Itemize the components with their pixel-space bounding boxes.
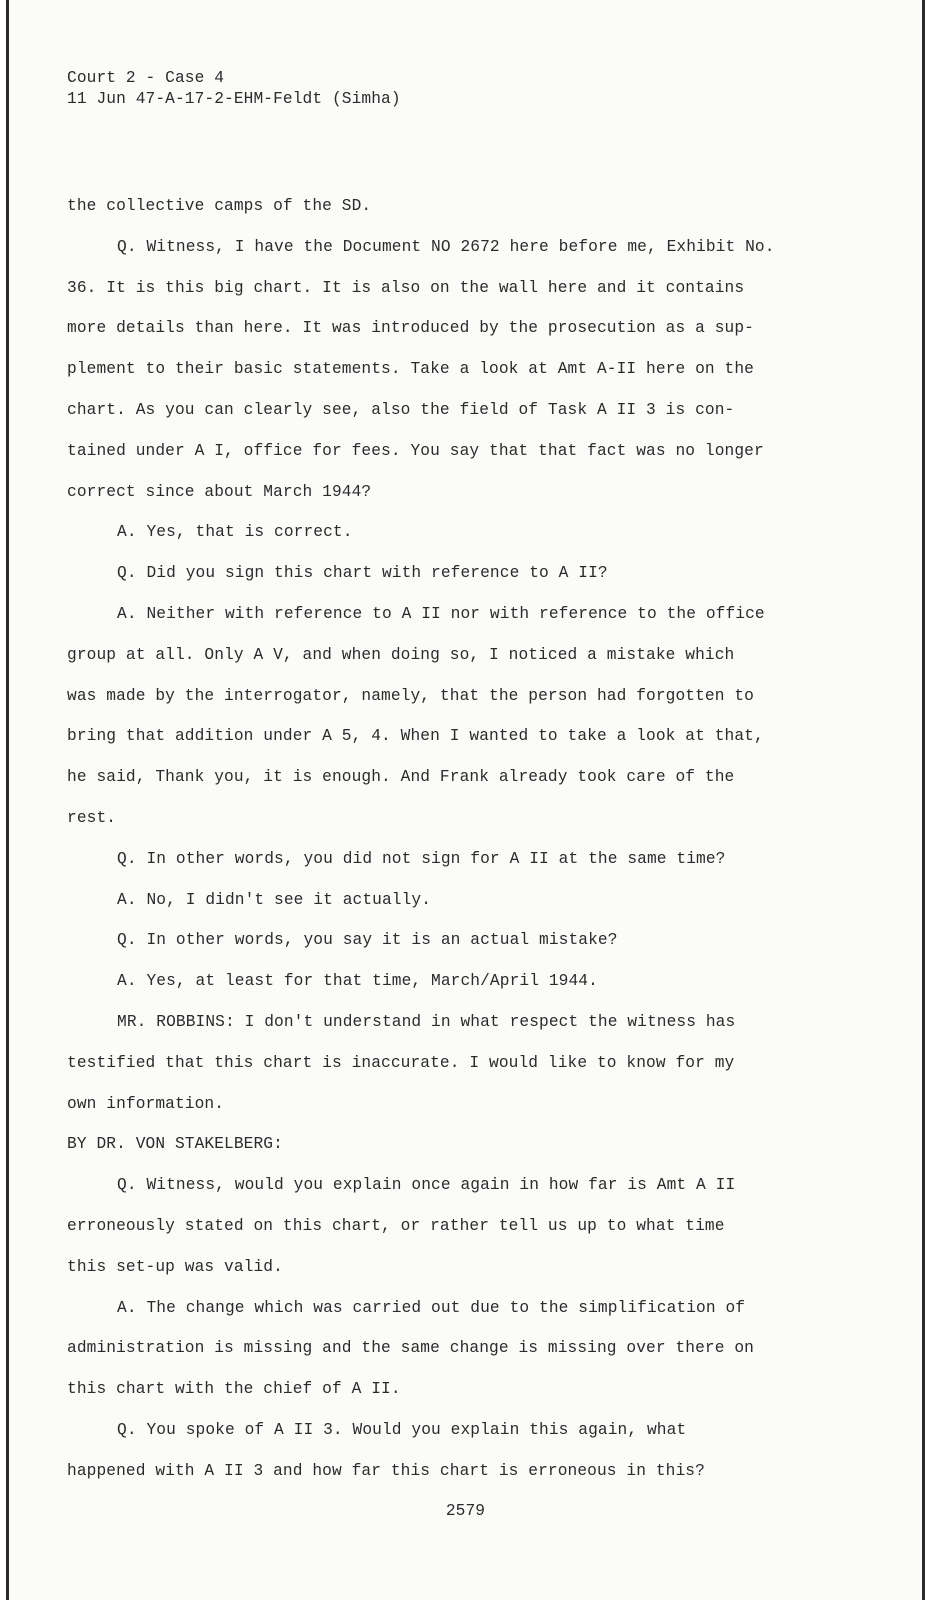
transcript-line: he said, Thank you, it is enough. And Frank already took care of the (67, 768, 735, 787)
transcript-line: group at all. Only A V, and when doing so, I noticed a mistake which (67, 645, 735, 664)
transcript-line: Q. In other words, you did not sign for A II at the same time? (117, 849, 726, 868)
transcript-line: the collective camps of the SD. (67, 197, 372, 215)
transcript-line: bring that addition under A 5, 4. When I wanted to take a look at that, (67, 727, 764, 746)
session-reference: 11 Jun 47-A-17-2-EHM-Feldt (Simha) (67, 90, 401, 108)
transcript-line: A. The change which was carried out due to the simplification of (117, 1298, 746, 1317)
transcript-line: testified that this chart is inaccurate. I would like to know for my (67, 1053, 735, 1072)
transcript-line: rest. (67, 808, 117, 827)
document-page (6, 0, 925, 1600)
transcript-line: more details than here. It was introduced by the prosecution as a sup- (67, 319, 754, 338)
document-header (67, 68, 401, 110)
case-reference: Court 2 - Case 4 (67, 69, 225, 87)
transcript-line: A. No, I didn't see it actually. (117, 890, 432, 909)
transcript-line: this chart with the chief of A II. (67, 1380, 401, 1399)
transcript-line: Q. Witness, I have the Document NO 2672 here before me, Exhibit No. (117, 237, 775, 256)
transcript-line: plement to their basic statements. Take a look at Amt A-II here on the (67, 360, 754, 379)
transcript-line: BY DR. VON STAKELBERG: (67, 1135, 283, 1154)
transcript-line: happened with A II 3 and how far this chart is erroneous in this? (67, 1461, 705, 1480)
transcript-line: correct since about March 1944? (67, 482, 372, 501)
transcript-line: A. Neither with reference to A II nor with reference to the office (117, 604, 765, 623)
transcript-line: this set-up was valid. (67, 1257, 283, 1276)
page-number: 2579 (445, 1502, 486, 1520)
transcript-line: was made by the interrogator, namely, that the person had forgotten to (67, 686, 754, 705)
transcript-line: Q. Did you sign this chart with reference to A II? (117, 564, 608, 583)
transcript-line: 36. It is this big chart. It is also on the wall here and it contains (67, 278, 745, 297)
transcript-body (67, 186, 807, 1492)
transcript-line: administration is missing and the same change is missing over there on (67, 1339, 754, 1358)
transcript-line: own information. (67, 1094, 225, 1113)
transcript-line: chart. As you can clearly see, also the field of Task A II 3 is con- (67, 400, 735, 419)
transcript-line: Q. Witness, would you explain once again in how far is Amt A II (117, 1176, 736, 1195)
transcript-line: MR. ROBBINS: I don't understand in what respect the witness has (117, 1012, 736, 1031)
transcript-line: tained under A I, office for fees. You say that that fact was no longer (67, 441, 764, 460)
transcript-line: erroneously stated on this chart, or rather tell us up to what time (67, 1216, 725, 1235)
transcript-line: A. Yes, at least for that time, March/April 1944. (117, 972, 598, 991)
transcript-line: A. Yes, that is correct. (117, 523, 353, 542)
transcript-line: Q. In other words, you say it is an actual mistake? (117, 931, 618, 950)
transcript-line: Q. You spoke of A II 3. Would you explain this again, what (117, 1420, 687, 1439)
